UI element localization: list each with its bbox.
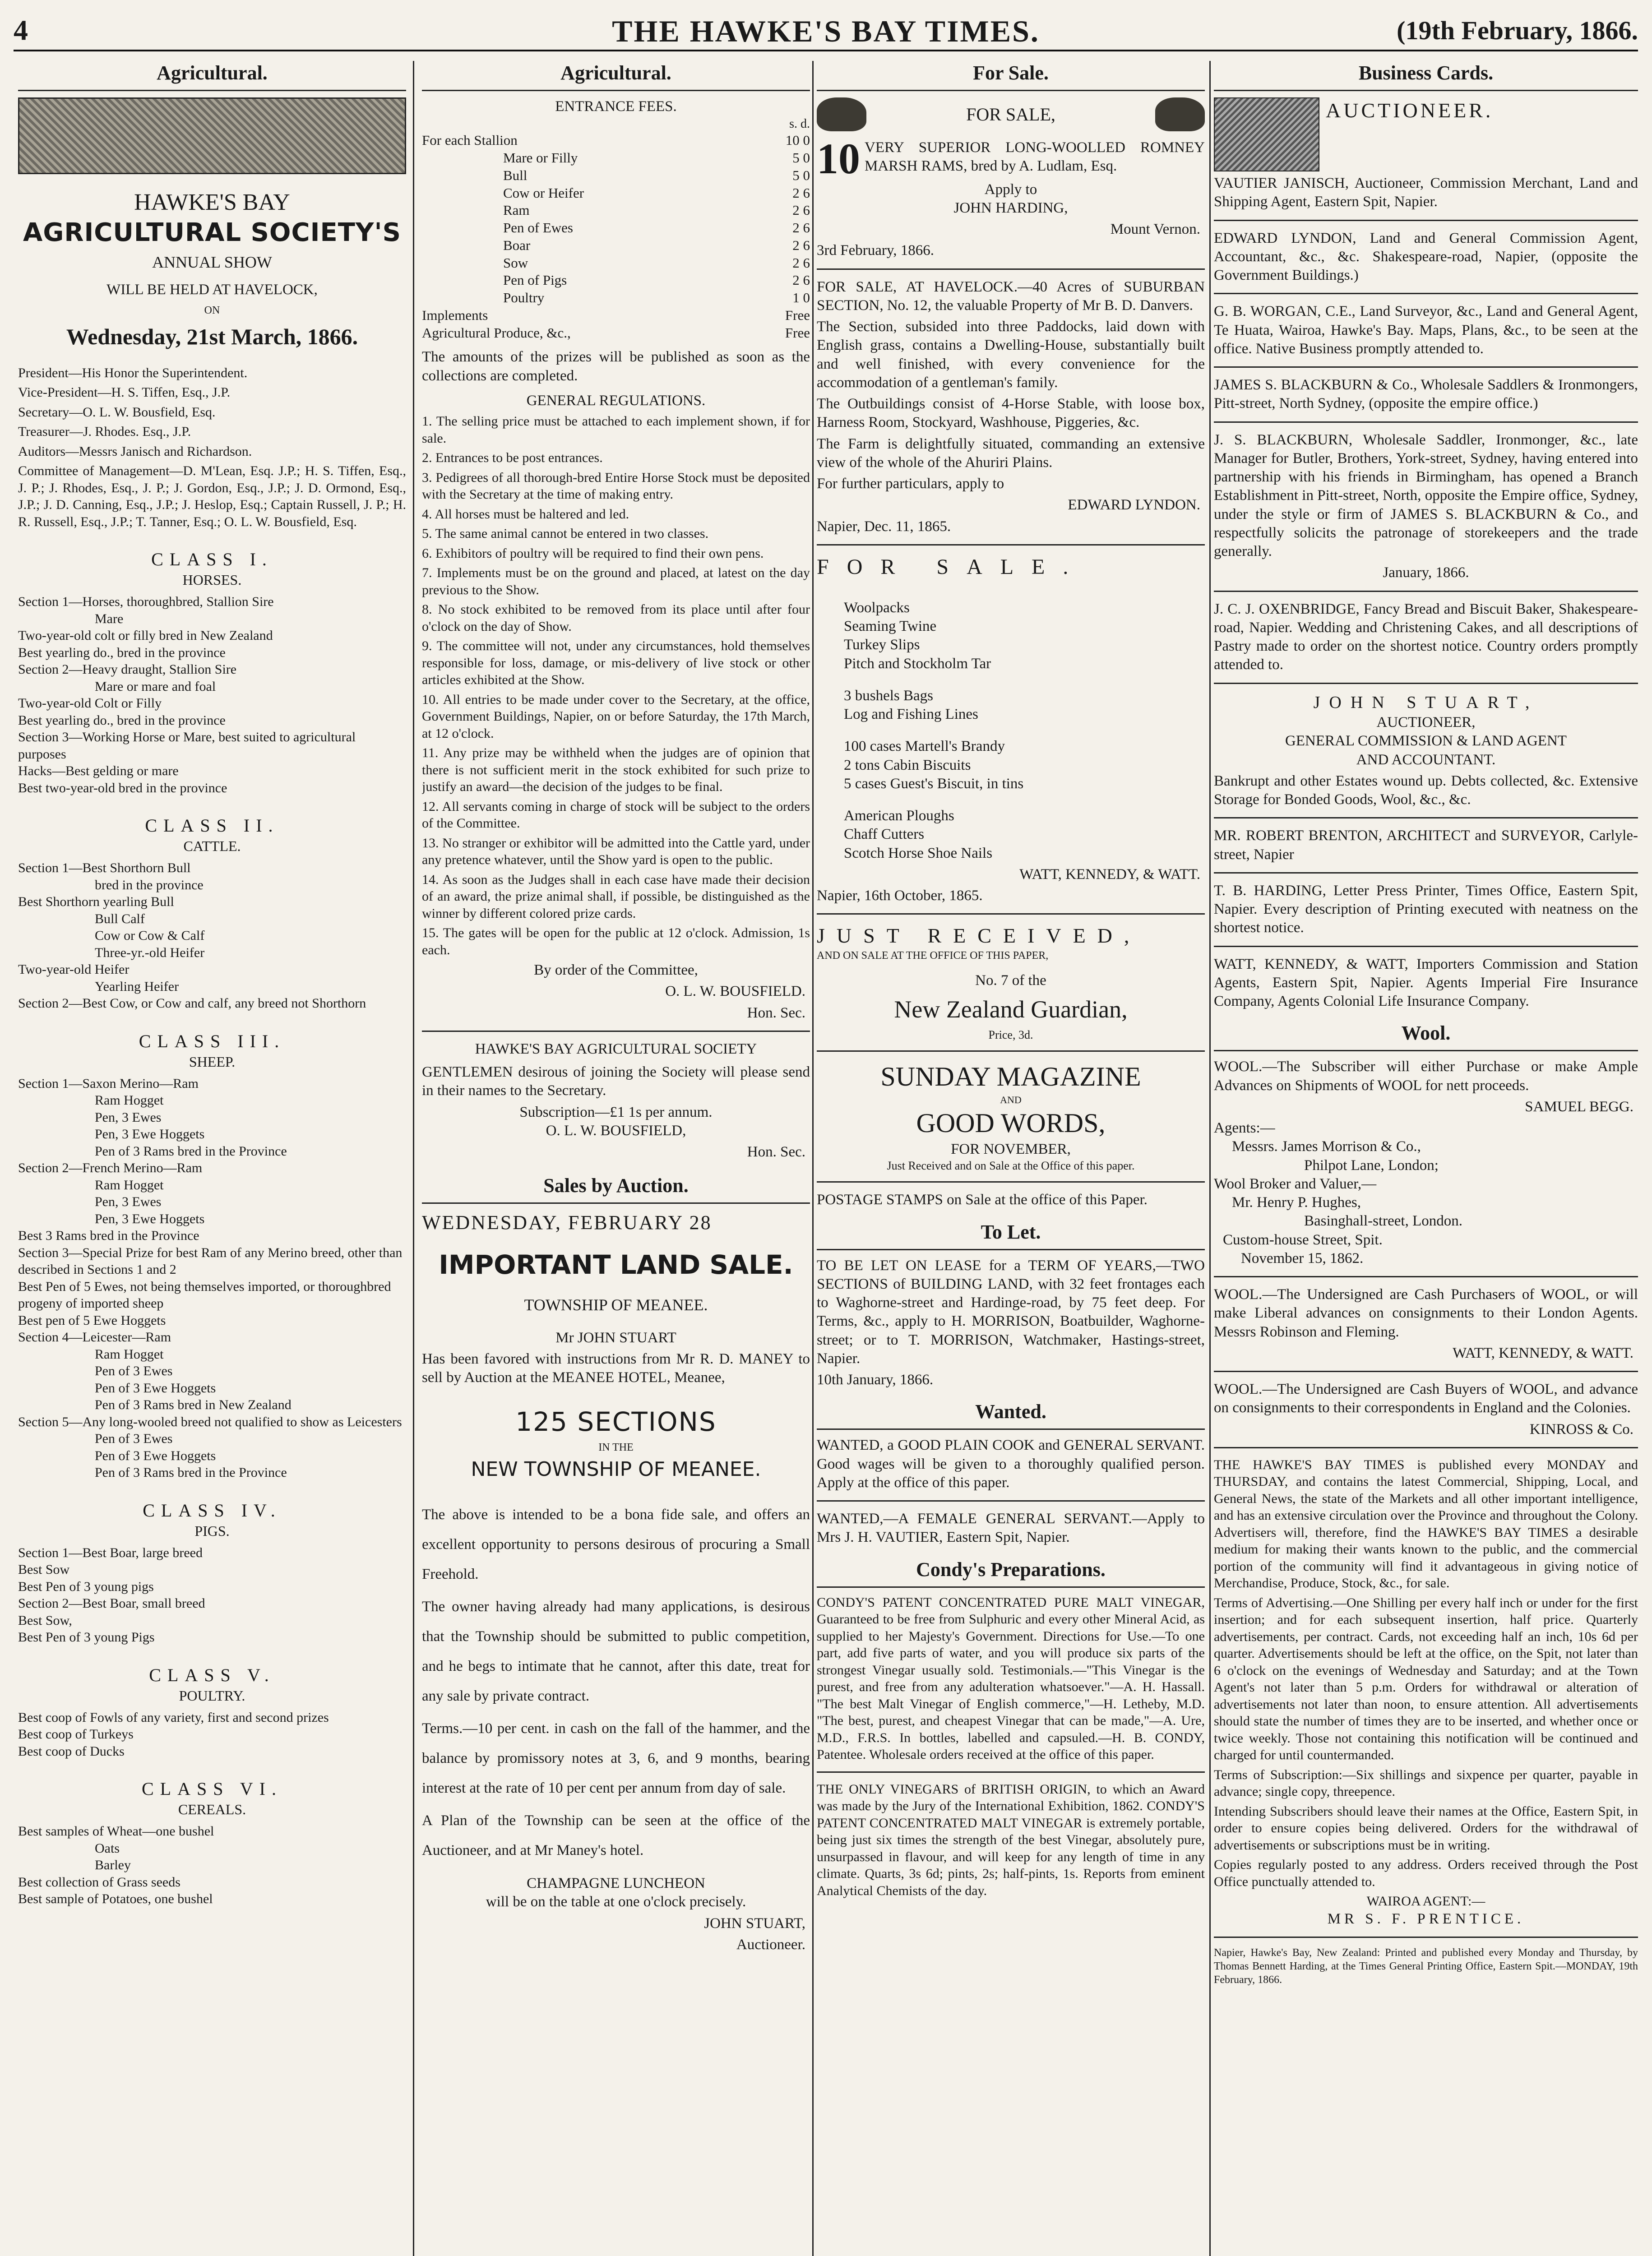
divider <box>817 913 1205 915</box>
subscription: Subscription—£1 1s per annum. <box>519 1104 713 1120</box>
class-title: CLASS IV. <box>143 1500 282 1521</box>
signature: JOHN STUART, <box>704 1915 805 1932</box>
regulation: 8. No stock exhibited to be removed from its place until after four o'clock on the day of Show. <box>422 602 810 634</box>
divider <box>1214 1276 1638 1277</box>
times-notice: Copies regularly posted to any address. Orders received through the Post Office punctually attended to. <box>1214 1857 1638 1889</box>
class-subtitle: HORSES. <box>182 572 242 588</box>
regulation: 6. Exhibitors of poultry will be required to find their own pens. <box>422 546 764 561</box>
fee-amount: 5 0 <box>792 167 810 183</box>
by-order: By order of the Committee, <box>534 962 698 978</box>
class-entry: Section 1—Best Boar, large breed <box>18 1545 203 1560</box>
fee-row <box>422 272 810 289</box>
class-entry: Two-year-old Colt or Filly <box>18 696 162 711</box>
times-notice: Terms of Advertising.—One Shilling per every half inch or under for the first insertion; and for each subsequent insertion, half price. Quarterly advertisements, per contract. Cards, not exceeding half an inch, 10s 6d per quarter. Advertisements should be left at the office, on the Spit, not later than 6 o'clock on the evenings of Wednesday and Saturday; and at the Town Agent's not later than 5 p.m. Orders for withdrawal or alteration of advertisements not later than noon, to ensure attention. All advertisements should state the number of times they are to be inserted, and whether once or twice weekly. Those not containing this notification will be continued and charged for until countermanded. <box>1214 1595 1638 1763</box>
ram-engraving-image <box>1155 97 1205 131</box>
class-entry: Pen, 3 Ewe Hoggets <box>95 1127 205 1142</box>
class-entry: Pen of 3 Ewe Hoggets <box>95 1448 216 1463</box>
business-card: VAUTIER JANISCH, Auctioneer, Commission Merchant, Land and Shipping Agent, Eastern Spit, Napier. <box>1214 175 1638 210</box>
officer-line: Treasurer—J. Rhodes. Esq., J.P. <box>18 424 191 439</box>
guardian-title: New Zealand Guardian, <box>894 996 1128 1023</box>
divider <box>1214 591 1638 592</box>
class-entry: Section 3—Special Prize for best Ram of any Merino breed, other than described in Sections 1 and 2 <box>18 1245 403 1277</box>
class-entry: Best Pen of 3 young pigs <box>18 1579 154 1594</box>
fee-amount: 1 0 <box>792 290 810 305</box>
goods-item: Pitch and Stockholm Tar <box>844 655 991 672</box>
livestock-engraving-image <box>18 97 406 174</box>
auction-para: The above is intended to be a bona fide sale, and offers an excellent opportunity to persons desirous of procuring a Small Freehold. <box>422 1507 810 1582</box>
ad-date: Napier, 16th October, 1865. <box>817 888 983 904</box>
section-heading: For Sale. <box>817 58 1205 91</box>
fee-item: Bull <box>503 167 528 183</box>
section-heading: Business Cards. <box>1214 58 1638 91</box>
class-subtitle: POULTRY. <box>179 1687 245 1704</box>
fee-amount: 10 0 <box>785 132 810 148</box>
class-entry: Barley <box>95 1858 131 1873</box>
regulation: 10. All entries to be made under cover to the Secretary, at the office, Government Buildings, Napier, on or before Saturday, the 17th March, at 12 o'clock. <box>422 692 810 741</box>
regulation: 1. The selling price must be attached to each implement shown, if for sale. <box>422 414 810 446</box>
goods-item: 100 cases Martell's Brandy <box>844 738 1005 755</box>
fee-item: Implements <box>422 307 488 323</box>
class-entry: Best sample of Potatoes, one bushel <box>18 1891 213 1907</box>
class-entry: Section 2—French Merino—Ram <box>18 1160 203 1176</box>
business-card: J. S. BLACKBURN, Wholesale Saddler, Ironmonger, &c., late Manager for Butler, Brothers, York-street, Sydney, having entered into partnership with his friends in Birmingham, has opened a Branch Establishment in Pitt-street, North, opposite the Empire office, Sydney, under the style or firm of JAMES S. BLACKBURN & Co., and respectfully solicits the patronage of storekeepers and the trade generally. <box>1214 431 1638 559</box>
section-heading: To Let. <box>817 1217 1205 1250</box>
fees-title: ENTRANCE FEES. <box>555 98 677 115</box>
column-business-cards <box>1214 58 1638 2256</box>
class-entry: Ram Hogget <box>95 1093 164 1108</box>
masthead <box>14 9 1638 51</box>
agents-label: Agents:— <box>1214 1120 1275 1136</box>
wanted-ad: WANTED, a GOOD PLAIN COOK and GENERAL SERVANT. Good wages will be given to a thoroughly qualified person. Apply at the office of this paper. <box>817 1437 1205 1491</box>
broker-label: Wool Broker and Valuer,— <box>1214 1175 1377 1192</box>
divider <box>1214 872 1638 874</box>
class-entry: Best yearling do., bred in the province <box>18 712 226 728</box>
regulation: 15. The gates will be open for the public at 12 o'clock. Admission, 1s each. <box>422 925 810 957</box>
november: FOR NOVEMBER, <box>951 1141 1071 1157</box>
officer-line: Secretary—O. L. W. Bousfield, Esq. <box>18 404 216 420</box>
class-entry: Best coop of Turkeys <box>18 1727 134 1742</box>
business-card: MR. ROBERT BRENTON, ARCHITECT and SURVEYOR, Carlyle-street, Napier <box>1214 828 1638 863</box>
township: TOWNSHIP OF MEANEE. <box>524 1295 708 1314</box>
auction-date: WEDNESDAY, FEBRUARY 28 <box>422 1211 712 1234</box>
business-card: EDWARD LYNDON, Land and General Commission Agent, Accountant, &c., &c. Shakespeare-road, Napier, (opposite the Government Buildings.) <box>1214 230 1638 283</box>
fee-amount: 2 6 <box>792 254 810 271</box>
divider <box>1214 220 1638 221</box>
regulation: 3. Pedigrees of all thorough-bred Entire Horse Stock must be deposited with the Secretary at the time of making entry. <box>422 470 810 502</box>
class-entry: Best pen of 5 Ewe Hoggets <box>18 1313 166 1328</box>
auction-title: IMPORTANT LAND SALE. <box>439 1249 793 1281</box>
column-agricultural-show <box>18 58 406 2256</box>
ad-date: January, 1866. <box>1383 564 1469 581</box>
class-entry: Pen of 3 Ewe Hoggets <box>95 1380 216 1396</box>
show-line2: AGRICULTURAL SOCIETY'S <box>23 218 401 247</box>
just-received-sub: AND ON SALE AT THE OFFICE OF THIS PAPER, <box>817 949 1049 962</box>
regulation: 13. No stranger or exhibitor will be admitted into the Cattle yard, under any pretence whatever, until the Show yard is open to the public. <box>422 835 810 867</box>
section-heading: Agricultural. <box>422 58 810 91</box>
goods-item: 3 bushels Bags <box>844 687 933 704</box>
class-title: CLASS I. <box>151 549 273 570</box>
divider <box>1214 683 1638 684</box>
class-entry: Section 1—Saxon Merino—Ram <box>18 1076 199 1091</box>
section-heading: Wanted. <box>817 1396 1205 1430</box>
goods-item: Woolpacks <box>844 599 910 616</box>
goods-list <box>844 599 1205 863</box>
show-date: Wednesday, 21st March, 1866. <box>66 324 358 350</box>
divider <box>422 1031 810 1032</box>
fee-item: Mare or Filly <box>503 150 578 166</box>
class-title: CLASS II. <box>145 815 279 836</box>
goods-item: Turkey Slips <box>844 637 920 653</box>
page-number: 4 <box>14 14 28 46</box>
class-entry: Pen of 3 Ewes <box>95 1431 173 1447</box>
fee-item: Poultry <box>503 290 545 305</box>
broker-address: Basinghall-street, London. <box>1304 1213 1463 1230</box>
for-sale-title: FOR SALE. <box>817 555 1087 579</box>
wool-ad: WOOL.—The Undersigned are Cash Purchasers of WOOL, or will make Liberal advances on consignments to their London Agents. Messrs Robinson and Fleming. <box>1214 1286 1638 1340</box>
class-entry: Bull Calf <box>95 911 145 926</box>
broker-name: Mr. Henry P. Hughes, <box>1232 1194 1361 1211</box>
class-entry: Best yearling do., bred in the province <box>18 645 226 660</box>
stuart-name: JOHN STUART, <box>1313 693 1539 712</box>
prize-classes <box>18 548 406 1908</box>
stuart-title: AND ACCOUNTANT. <box>1356 751 1496 768</box>
suburban-para: The Section, subsided into three Paddocks, laid down with English grass, contains a Dwelling-House, substantially built and well finished, with every convenience for the accommodation of a gentleman's family. <box>817 319 1205 391</box>
class-entry: Best collection of Grass seeds <box>18 1874 180 1890</box>
good-words: GOOD WORDS, <box>916 1108 1106 1138</box>
fee-amount: 2 6 <box>792 185 810 201</box>
goods-item: American Ploughs <box>844 808 954 824</box>
fee-amount: 2 6 <box>792 202 810 218</box>
class-title: CLASS V. <box>149 1664 275 1685</box>
fee-amount: 5 0 <box>792 150 810 166</box>
regulation: 2. Entrances to be post entrances. <box>422 450 603 465</box>
suburban-ad: FOR SALE, AT HAVELOCK.—40 Acres of SUBURBAN SECTION, No. 12, the valuable Property of Mr B. D. Danvers. <box>817 278 1205 314</box>
divider <box>1214 1447 1638 1448</box>
apply-place: Mount Vernon. <box>1110 221 1200 237</box>
times-notice: Intending Subscribers should leave their names at the Office, Eastern Spit, in order to ensure copies being delivered. Orders for the withdrawal of advertisements or subscriptions must be in writing. <box>1214 1803 1638 1853</box>
regulations-list <box>422 413 810 958</box>
fee-row <box>422 132 810 149</box>
stuart-title: AUCTIONEER, <box>1376 714 1476 730</box>
auctioneer-engraving-image <box>1214 97 1319 171</box>
class-entry: Best Sow <box>18 1562 70 1577</box>
guardian-price: Price, 3d. <box>988 1028 1033 1041</box>
class-entry: Best Pen of 3 young Pigs <box>18 1630 155 1645</box>
fee-item: For each Stallion <box>422 132 518 148</box>
business-card: G. B. WORGAN, C.E., Land Surveyor, &c., Land and General Agent, Te Huata, Wairoa, Hawke's Bay. Maps, Plans, &c., to be seen at the office. Native Business promptly attended to. <box>1214 303 1638 357</box>
officers-list <box>18 365 406 531</box>
and-label: AND <box>1000 1094 1022 1105</box>
class-entry: Ram Hogget <box>95 1346 164 1362</box>
suburban-para: The Farm is delightfully situated, commanding an extensive view of the whole of the Ahuriri Plains. <box>817 435 1205 471</box>
fee-item: Cow or Heifer <box>503 185 584 201</box>
wanted-ad: WANTED,—A FEMALE GENERAL SERVANT.—Apply to Mrs J. H. VAUTIER, Eastern Spit, Napier. <box>817 1511 1205 1546</box>
divider <box>1214 366 1638 368</box>
class-entry: Section 2—Best Boar, small breed <box>18 1596 205 1611</box>
divider <box>1214 1371 1638 1372</box>
divider <box>817 1771 1205 1773</box>
class-entry: Pen, 3 Ewes <box>95 1110 162 1125</box>
fee-amount: 2 6 <box>792 272 810 288</box>
class-entry: Section 3—Working Horse or Mare, best suited to agricultural purposes <box>18 730 356 762</box>
class-entry: Best two-year-old bred in the province <box>18 780 227 795</box>
sunday-magazine: SUNDAY MAGAZINE <box>880 1062 1141 1091</box>
ad-date: 10th January, 1866. <box>817 1372 934 1388</box>
class-entry: Three-yr.-old Heifer <box>95 945 205 960</box>
class-entry: Pen, 3 Ewe Hoggets <box>95 1211 205 1226</box>
regulation: 14. As soon as the Judges shall in each case have made their decision of an award, the prize animal shall, if possible, be distinguished as the winner by different colored prize cards. <box>422 872 810 921</box>
class-entry: Section 2—Heavy draught, Stallion Sire <box>18 662 237 677</box>
fee-amount: 2 6 <box>792 220 810 236</box>
wairoa-agent: WAIROA AGENT:— <box>1366 1894 1485 1909</box>
class-subtitle: CEREALS. <box>178 1801 246 1818</box>
class-entry: Section 2—Best Cow, or Cow and calf, any breed not Shorthorn <box>18 996 366 1011</box>
fee-item: Boar <box>503 237 531 253</box>
ram-engraving-image <box>817 97 866 131</box>
in-the: IN THE <box>598 1442 634 1453</box>
fee-row <box>422 167 810 185</box>
stuart-title: GENERAL COMMISSION & LAND AGENT <box>1285 733 1567 749</box>
class-entry: Section 5—Any long-wooled breed not qualified to show as Leicesters <box>18 1414 402 1429</box>
fee-row <box>422 237 810 254</box>
business-card: T. B. HARDING, Letter Press Printer, Times Office, Eastern Spit, Napier. Every description of Printing executed with neatness on the shortest notice. <box>1214 882 1638 936</box>
class-entry: Oats <box>95 1840 120 1856</box>
goods-item: Log and Fishing Lines <box>844 706 978 722</box>
signature-title: Auctioneer. <box>736 1936 805 1953</box>
column-rule <box>812 61 814 2256</box>
auction-para: The owner having already had many applications, is desirous that the Township should be submitted to public competition, and he begs to intimate that he cannot, after this date, treat for any sale by private contract. <box>422 1599 810 1704</box>
class-title: CLASS III. <box>139 1031 286 1051</box>
fee-row <box>422 202 810 219</box>
class-subtitle: CATTLE. <box>183 838 241 855</box>
divider <box>817 1500 1205 1502</box>
newspaper-title: THE HAWKE'S BAY TIMES. <box>612 14 1040 48</box>
class-entry: Best Pen of 5 Ewes, not being themselves imported, or thoroughbred progeny of imported sheep <box>18 1279 391 1311</box>
class-entry: Mare <box>95 611 124 626</box>
for-sale-title: FOR SALE, <box>966 104 1055 125</box>
luncheon-text: will be on the table at one o'clock precisely. <box>486 1894 746 1910</box>
issue-date: (19th February, 1866. <box>1397 16 1638 45</box>
business-card: JAMES S. BLACKBURN & Co., Wholesale Saddlers & Ironmongers, Pitt-street, North Sydney, (opposite the empire office.) <box>1214 377 1638 412</box>
times-notice: THE HAWKE'S BAY TIMES is published every MONDAY and THURSDAY, and contains the latest Commercial, Shipping, Local, and General News, the state of the Markets and all other important intelligence, and has an extensive circulation over the Province and throughout the Colony. Advertisers will, therefore, find the HAWKE'S BAY TIMES a desirable medium for making their wants known to the public, and the commercial portion of the community will find it advantageous in giving notice of Merchandise, Produce, Stock, &c., for sale. <box>1214 1457 1638 1591</box>
times-notice: Terms of Subscription:—Six shillings and sixpence per quarter, payable in advance; single copy, threepence. <box>1214 1767 1638 1799</box>
fees-units: s. d. <box>789 117 810 131</box>
class-entry: Ram Hogget <box>95 1177 164 1193</box>
fee-row <box>422 219 810 237</box>
fees-table <box>422 132 810 342</box>
divider <box>817 544 1205 546</box>
ad-date: 3rd February, 1866. <box>817 242 934 259</box>
class-entry: Pen, 3 Ewes <box>95 1194 162 1210</box>
officer-line: Auditors—Messrs Janisch and Richardson. <box>18 444 252 459</box>
class-entry: Two-year-old Heifer <box>18 962 130 977</box>
fee-item: Pen of Ewes <box>503 220 573 236</box>
condy-ad: THE ONLY VINEGARS of BRITISH ORIGIN, to which an Award was made by the Jury of the International Exhibition, 1862. CONDY'S PATENT CONCENTRATED MALT VINEGAR is extremely portable, being just six times the strength of the best Vinegar, absolutely pure, unsurpassed in flavour, and will keep for any length of time in any climate. Quarts, 3s 6d; pints, 2s; half-pints, 1s. Reports from eminent Analytical Chemists of the day. <box>817 1781 1205 1898</box>
business-card: Bankrupt and other Estates wound up. Debts collected, &c. Extensive Storage for Bonded Goods, Wool, &c., &c. <box>1214 772 1638 808</box>
class-entry: Two-year-old colt or filly bred in New Zealand <box>18 628 273 643</box>
suburban-para: The Outbuildings consist of 4-Horse Stable, with loose box, Harness Room, Stockyard, Washhouse, Piggeries, &c. <box>817 396 1205 431</box>
signature: KINROSS & Co. <box>1529 1421 1633 1438</box>
november-sub: Just Received and on Sale at the Office of this paper. <box>887 1159 1135 1172</box>
fee-item: Ram <box>503 202 530 218</box>
society-title: HAWKE'S BAY AGRICULTURAL SOCIETY <box>475 1040 757 1057</box>
divider <box>1214 946 1638 947</box>
divider <box>1214 817 1638 818</box>
class-entry: Section 4—Leicester—Ram <box>18 1330 171 1345</box>
show-line1: HAWKE'S BAY <box>134 190 290 215</box>
luncheon: CHAMPAGNE LUNCHEON <box>527 1875 705 1891</box>
class-entry: Best Shorthorn yearling Bull <box>18 894 174 910</box>
agent-line: Philpot Lane, London; <box>1304 1157 1439 1174</box>
show-line4: WILL BE HELD AT HAVELOCK, <box>106 282 318 298</box>
goods-item: Seaming Twine <box>844 618 937 634</box>
postage-ad: POSTAGE STAMPS on Sale at the office of this Paper. <box>817 1192 1148 1208</box>
fee-amount: Free <box>785 324 810 341</box>
class-entry: Hacks—Best gelding or mare <box>18 763 179 779</box>
auctioneer-title: AUCTIONEER. <box>1326 99 1494 122</box>
regulation: 7. Implements must be on the ground and placed, at latest on the day previous to the Show. <box>422 565 810 597</box>
goods-item: 5 cases Guest's Biscuit, in tins <box>844 775 1024 792</box>
class-title: CLASS VI. <box>142 1779 282 1799</box>
signature-title: Hon. Sec. <box>747 1144 805 1160</box>
agent-line: Messrs. James Morrison & Co., <box>1232 1138 1421 1155</box>
fee-row <box>422 307 810 324</box>
divider <box>817 268 1205 270</box>
custom-house: Custom-house Street, Spit. <box>1223 1231 1383 1248</box>
officer-line: Committee of Management—D. M'Lean, Esq. J.P.; H. S. Tiffen, Esq., J. P.; J. Rhodes, Esq., J. P.; J. Gordon, Esq., J.P.; J. D. Ormond, Esq., J.P.; J. D. Canning, Esq., J.P.; J. Heslop, Esq.; Captain Russell, J. P.; H. R. Russell, Esq., J.P.; T. Tanner, Esq.; O. L. W. Bousfield, Esq. <box>18 463 406 529</box>
class-subtitle: SHEEP. <box>189 1053 236 1070</box>
divider <box>1214 421 1638 423</box>
class-entry: bred in the province <box>95 877 204 892</box>
fee-row <box>422 289 810 307</box>
officer-line: President—His Honor the Superintendent. <box>18 365 248 380</box>
column-regulations <box>422 58 810 2256</box>
apply-label: Apply to <box>984 181 1037 198</box>
fee-item: Sow <box>503 254 528 271</box>
class-entry: Cow or Cow & Calf <box>95 928 205 943</box>
goods-item: Chaff Cutters <box>844 826 925 843</box>
regulation: 5. The same animal cannot be entered in two classes. <box>422 526 709 541</box>
class-entry: Yearling Heifer <box>95 979 179 994</box>
regs-title: GENERAL REGULATIONS. <box>526 392 706 409</box>
auction-para: A Plan of the Township can be seen at the office of the Auctioneer, and at Mr Maney's hotel. <box>422 1812 810 1858</box>
divider <box>1214 293 1638 294</box>
apply-name: JOHN HARDING, <box>953 199 1068 216</box>
signature-title: Hon. Sec. <box>747 1004 805 1021</box>
fee-row <box>422 149 810 167</box>
class-entry: Best 3 Rams bred in the Province <box>18 1228 199 1244</box>
section-heading: Condy's Preparations. <box>817 1554 1205 1588</box>
section-heading: Agricultural. <box>18 58 406 91</box>
society-body: GENTLEMEN desirous of joining the Society will please send in their names to the Secretary. <box>422 1064 810 1099</box>
class-subtitle: PIGS. <box>194 1522 230 1539</box>
condy-ad: CONDY'S PATENT CONCENTRATED PURE MALT VINEGAR, Guaranteed to be free from Sulphuric and every other Mineral Acid, as supplied to her Majesty's Government. Directions for Use.—To one part, add five parts of water, and you will produce six parts of the strongest Vinegar usually sold. Testimonials.—"This Vinegar is the purest, and free from any adulteration whatsoever."—A. H. Hassall. "The best Malt Vinegar of English commerce,"—H. Letheby, M.D. "The best, purest, and cheapest Vinegar that can be made,"—A. Ure, M.D., F.R.S. In bottles, labelled and capsuled.—H. B. CONDY, Patentee. Wholesale orders received at the office of this paper. <box>817 1595 1205 1762</box>
goods-item: 2 tons Cabin Biscuits <box>844 757 971 773</box>
divider <box>817 1050 1205 1052</box>
column-for-sale <box>817 58 1205 2256</box>
particulars: For further particulars, apply to <box>817 476 1004 492</box>
auction-intro: Has been favored with instructions from Mr R. D. MANEY to sell by Auction at the MEANEE HOTEL, Meanee, <box>422 1351 810 1386</box>
signature: WATT, KENNEDY, & WATT. <box>1453 1345 1633 1361</box>
section-heading: Wool. <box>1214 1018 1638 1051</box>
ad-date: November 15, 1862. <box>1241 1250 1364 1267</box>
class-entry: Pen of 3 Rams bred in the Province <box>95 1465 287 1480</box>
show-line3: ANNUAL SHOW <box>152 253 272 271</box>
divider <box>817 1181 1205 1183</box>
drop-cap-number: 10 <box>817 134 860 183</box>
regulation: 12. All servants coming in charge of stock will be subject to the orders of the Committee. <box>422 799 810 831</box>
goods-item: Scotch Horse Shoe Nails <box>844 845 993 861</box>
ad-date: Napier, Dec. 11, 1865. <box>817 518 951 535</box>
auctioneer-name: Mr JOHN STUART <box>555 1329 676 1346</box>
class-entry: Best Sow, <box>18 1613 72 1628</box>
column-rule <box>1209 61 1211 2256</box>
rams-text: VERY SUPERIOR LONG-WOOLLED ROMNEY MARSH RAMS, bred by A. Ludlam, Esq. <box>865 139 1205 175</box>
regulation: 4. All horses must be haltered and led. <box>422 506 629 522</box>
class-entry: Best coop of Fowls of any variety, first and second prizes <box>18 1710 329 1725</box>
regulation: 11. Any prize may be withheld when the judges are of opinion that there is not sufficient merit in the stock exhibited for such prize to justify an award—the decision of the judges to be final. <box>422 745 810 794</box>
fee-amount: Free <box>785 307 810 323</box>
wool-ad: WOOL.—The Undersigned are Cash Buyers of WOOL, and advance on consignments to their correspondents in England and the Colonies. <box>1214 1381 1638 1416</box>
new-township: NEW TOWNSHIP OF MEANEE. <box>471 1458 761 1481</box>
prizes-note: The amounts of the prizes will be published as soon as the collections are completed. <box>422 349 810 384</box>
show-on: ON <box>204 305 220 317</box>
wairoa-agent-name: MR S. F. PRENTICE. <box>1327 1910 1525 1927</box>
class-entry: Pen of 3 Rams bred in New Zealand <box>95 1397 292 1413</box>
imprint: Napier, Hawke's Bay, New Zealand: Printed and published every Monday and Thursday, by Thomas Bennett Harding, at the Times General Printing Office, Eastern Spit.—MONDAY, 19th February, 1866. <box>1214 1947 1638 1986</box>
sections-count: 125 SECTIONS <box>515 1406 717 1437</box>
fee-row <box>422 324 810 342</box>
fee-row <box>422 254 810 272</box>
just-received: JUST RECEIVED, <box>817 924 1141 948</box>
class-entry: Best coop of Ducks <box>18 1743 125 1759</box>
signature: SAMUEL BEGG. <box>1525 1098 1633 1115</box>
wool-ad: WOOL.—The Subscriber will either Purchase or make Ample Advances on Shipments of WOOL for nett proceeds. <box>1214 1059 1638 1094</box>
business-card: WATT, KENNEDY, & WATT, Importers Commission and Station Agents, Eastern Spit, Napier. Agents Imperial Fire Insurance Company, Agents Colonial Life Insurance Company. <box>1214 956 1638 1009</box>
class-entry: Section 1—Best Shorthorn Bull <box>18 860 191 876</box>
fee-row <box>422 185 810 202</box>
column-rule <box>413 61 414 2256</box>
regulation: 9. The committee will not, under any circumstances, hold themselves responsible for loss, damage, or mis-delivery of live stock or other articles exhibited at the Show. <box>422 638 810 687</box>
to-let-ad: TO BE LET ON LEASE for a TERM OF YEARS,—TWO SECTIONS of BUILDING LAND, with 32 feet frontages each to Waghorne-street and Hardinge-road, by 75 feet deep. For Terms, &c., apply to H. MORRISON, Boatbuilder, Waghorne-street; or to T. MORRISON, Watchmaker, Hastings-street, Napier. <box>817 1257 1205 1367</box>
signature: O. L. W. BOUSFIELD, <box>546 1122 686 1139</box>
fee-item: Pen of Pigs <box>503 272 567 288</box>
fee-amount: 2 6 <box>792 237 810 253</box>
class-entry: Pen of 3 Rams bred in the Province <box>95 1143 287 1159</box>
fee-item: Agricultural Produce, &c., <box>422 324 571 341</box>
business-card: J. C. J. OXENBRIDGE, Fancy Bread and Biscuit Baker, Shakespeare-road, Napier. Wedding and Christening Cakes, and all descriptions of Pastry made to order on the shortest notice. Country orders promptly attended to. <box>1214 601 1638 673</box>
class-entry: Pen of 3 Ewes <box>95 1364 173 1379</box>
signature: O. L. W. BOUSFIELD. <box>665 983 805 1000</box>
class-entry: Mare or mare and foal <box>95 679 216 694</box>
auction-para: Terms.—10 per cent. in cash on the fall of the hammer, and the balance by promissory notes at 3, 6, and 9 months, bearing interest at the rate of 10 per cent per annum from day of sale. <box>422 1720 810 1796</box>
issue-number: No. 7 of the <box>975 972 1046 989</box>
class-entry: Best samples of Wheat—one bushel <box>18 1824 214 1839</box>
signature: WATT, KENNEDY, & WATT. <box>1019 866 1200 883</box>
class-entry: Section 1—Horses, thoroughbred, Stallion Sire <box>18 594 274 610</box>
officer-line: Vice-President—H. S. Tiffen, Esq., J.P. <box>18 385 231 400</box>
section-heading: Sales by Auction. <box>422 1170 810 1204</box>
divider <box>1214 1937 1638 1938</box>
particulars-name: EDWARD LYNDON. <box>1068 497 1200 513</box>
